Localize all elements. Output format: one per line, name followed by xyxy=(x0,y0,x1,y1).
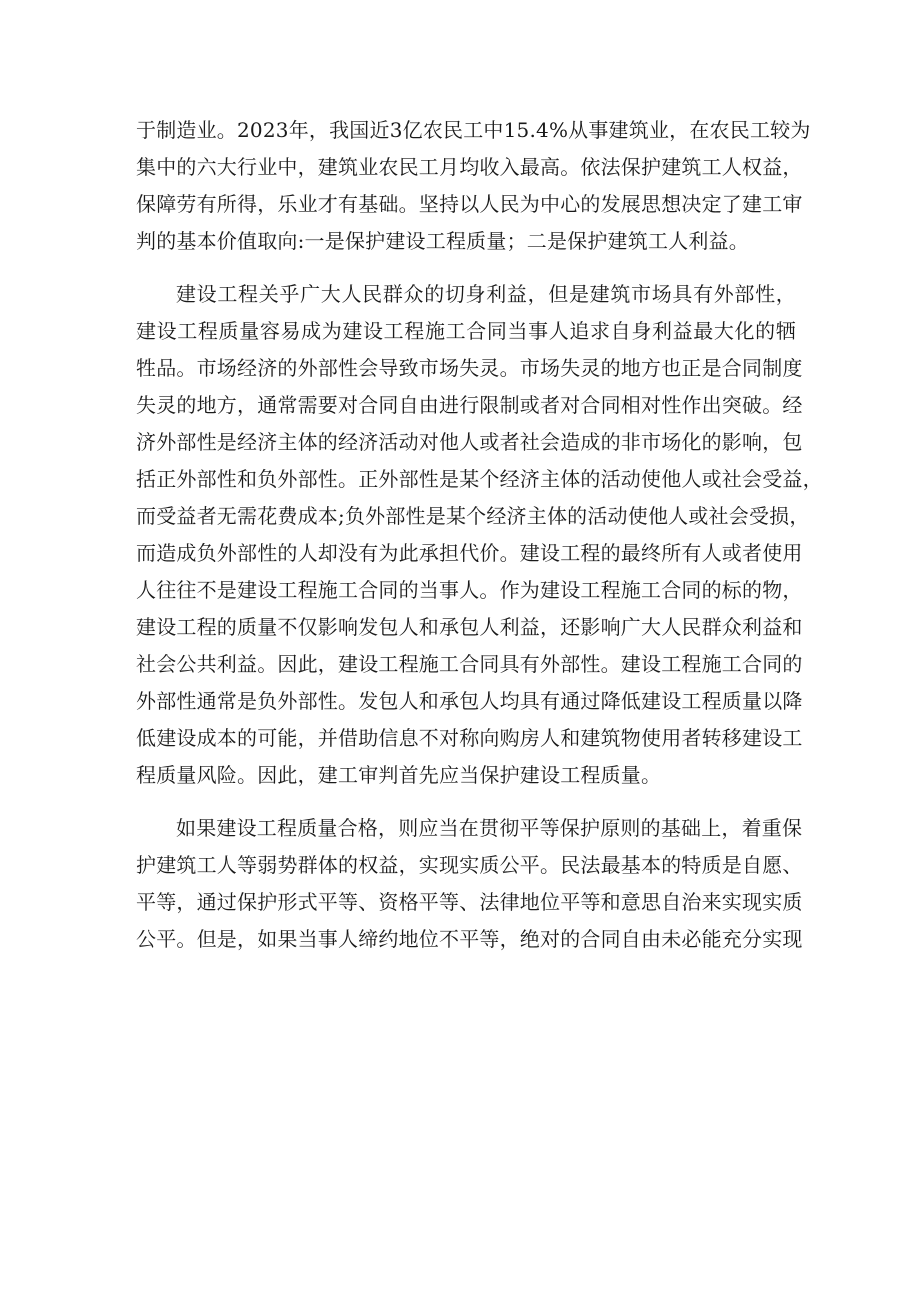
text-line: 于制造业。2023年，我国近3亿农民工中15.4%从事建筑业，在农民工较为 xyxy=(136,118,811,142)
text-line: 平等，通过保护形式平等、资格平等、法律地位平等和意思自治来实现实质 xyxy=(136,890,803,914)
document-body xyxy=(136,112,823,974)
text-line: 牲品。市场经济的外部性会导致市场失灵。市场失灵的地方也正是合同制度 xyxy=(136,356,803,380)
text-line: 济外部性是经济主体的经济活动对他人或者社会造成的非市场化的影响，包 xyxy=(136,430,803,454)
text-line: 外部性通常是负外部性。发包人和承包人均具有通过降低建设工程质量以降 xyxy=(136,689,803,713)
text-line: 建设工程质量容易成为建设工程施工合同当事人追求自身利益最大化的牺 xyxy=(136,319,796,343)
text-line: 如果建设工程质量合格，则应当在贯彻平等保护原则的基础上，着重保 xyxy=(176,816,803,840)
text-line: 社会公共利益。因此，建设工程施工合同具有外部性。建设工程施工合同的 xyxy=(136,652,803,676)
text-line: 建设工程的质量不仅影响发包人和承包人利益，还影响广大人民群众利益和 xyxy=(136,615,803,639)
text-line: 程质量风险。因此，建工审判首先应当保护建设工程质量。 xyxy=(136,763,662,787)
text-line: 判的基本价值取向:一是保护建设工程质量；二是保护建筑工人利益。 xyxy=(136,229,749,253)
text-line: 保障劳有所得，乐业才有基础。坚持以人民为中心的发展思想决定了建工审 xyxy=(136,192,803,216)
text-line: 公平。但是，如果当事人缔约地位不平等，绝对的合同自由未必能充分实现 xyxy=(136,927,803,951)
text-line: 护建筑工人等弱势群体的权益，实现实质公平。民法最基本的特质是自愿、 xyxy=(136,853,803,877)
text-line: 人往往不是建设工程施工合同的当事人。作为建设工程施工合同的标的物， xyxy=(136,578,803,602)
text-line: 集中的六大行业中，建筑业农民工月均收入最高。依法保护建筑工人权益， xyxy=(136,155,803,179)
paragraph-1 xyxy=(136,112,811,260)
text-line: 失灵的地方，通常需要对合同自由进行限制或者对合同相对性作出突破。经 xyxy=(136,393,803,417)
text-line: 而造成负外部性的人却没有为此承担代价。建设工程的最终所有人或者使用 xyxy=(136,541,803,565)
text-line: 而受益者无需花费成本;负外部性是某个经济主体的活动使他人或社会受损， xyxy=(136,504,810,528)
paragraph-3 xyxy=(136,810,803,958)
text-line: 低建设成本的可能，并借助信息不对称向购房人和建筑物使用者转移建设工 xyxy=(136,726,803,750)
paragraph-2 xyxy=(136,276,823,794)
text-line: 建设工程关乎广大人民群众的切身利益，但是建筑市场具有外部性， xyxy=(176,282,796,306)
text-line: 括正外部性和负外部性。正外部性是某个经济主体的活动使他人或社会受益， xyxy=(136,467,823,491)
